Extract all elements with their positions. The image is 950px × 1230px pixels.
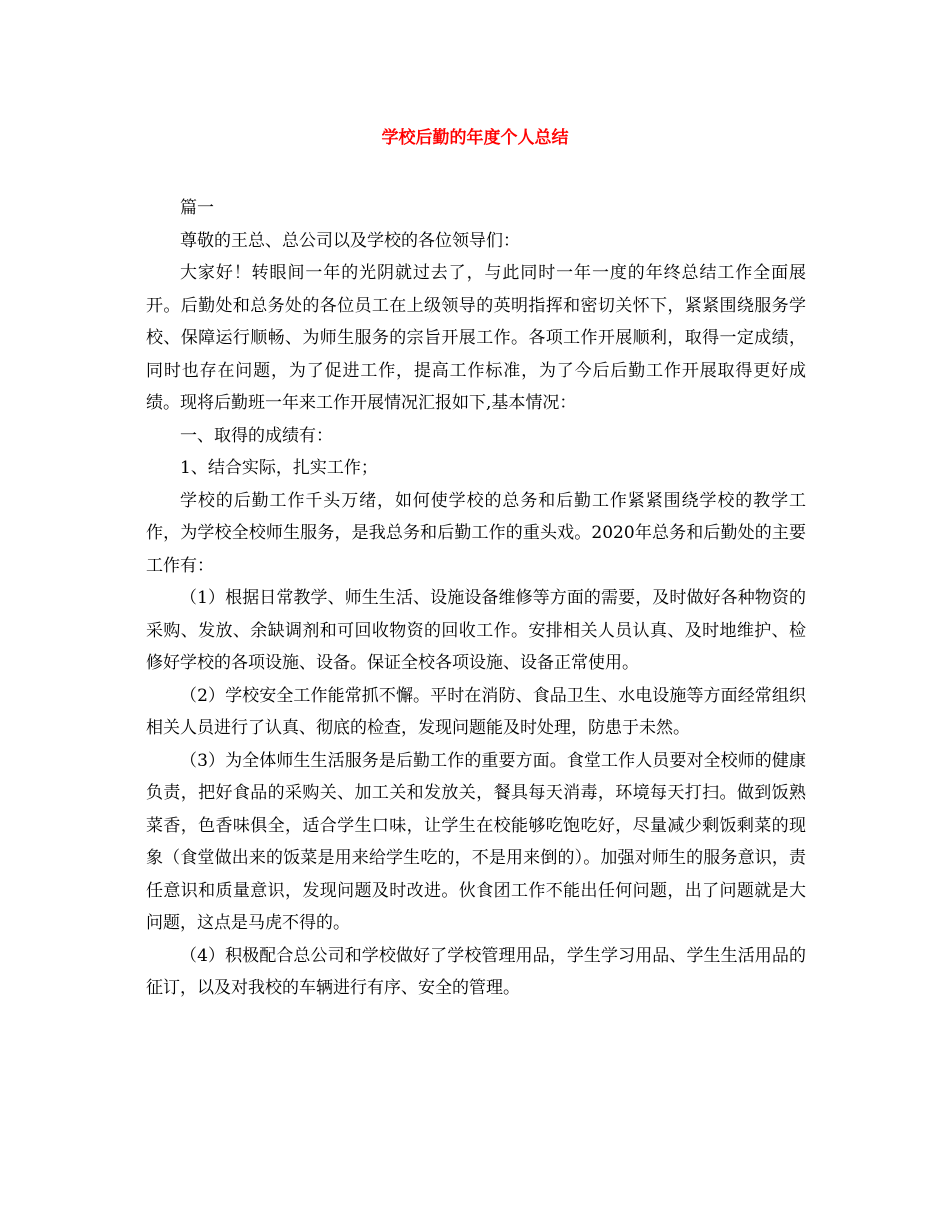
list-item: （1）根据日常教学、师生生活、设施设备维修等方面的需要，及时做好各种物资的采购、发放、余缺调剂和可回收物资的回收工作。安排相关人员认真、及时地维护、检修好学校的各项设施、设备。保证全校各项设施、设备正常使用。 [146,588,806,673]
document-body [146,192,806,1005]
body-paragraph: 学校的后勤工作千头万绪，如何使学校的总务和后勤工作紧紧围绕学校的教学工作，为学校全校师生服务，是我总务和后勤工作的重头戏。2020年总务和后勤处的主要工作有： [146,490,806,576]
body-paragraph: 大家好！转眼间一年的光阴就过去了，与此同时一年一度的年终总结工作全面展开。后勤处和总务处的各位员工在上级领导的英明指挥和密切关怀下，紧紧围绕服务学校、保障运行顺畅、为师生服务的宗旨开展工作。各项工作开展顺利，取得一定成绩，同时也存在问题，为了促进工作，提高工作标准，为了今后后勤工作开展取得更好成绩。现将后勤班一年来工作开展情况汇报如下,基本情况： [146,263,806,413]
subheading: 一、取得的成绩有： [180,425,333,446]
list-item: （3）为全体师生生活服务是后勤工作的重要方面。食堂工作人员要对全校师的健康负责，把好食品的采购关、加工关和发放关，餐具每天消毒，环境每天打扫。做到饭熟菜香，色香味俱全，适合学生口味，让学生在校能够吃饱吃好，尽量减少剩饭剩菜的现象（食堂做出来的饭菜是用来给学生吃的，不是用来倒的）。加强对师生的服务意识，责任意识和质量意识，发现问题及时改进。伙食团工作不能出任何问题，出了问题就是大问题，这点是马虎不得的。 [146,750,806,933]
document-title: 学校后勤的年度个人总结 [381,128,569,148]
section-heading: 篇一 [180,198,214,218]
subheading: 1、结合实际，扎实工作； [180,458,378,478]
list-item: （4）积极配合总公司和学校做好了学校管理用品，学生学习用品、学生生活用品的征订，以及对我校的车辆进行有序、安全的管理。 [146,945,806,998]
salutation: 尊敬的王总、总公司以及学校的各位领导们： [180,230,520,251]
list-item: （2）学校安全工作能常抓不懈。平时在消防、食品卫生、水电设施等方面经常组织相关人员进行了认真、彻底的检查，发现问题能及时处理，防患于未然。 [146,685,806,738]
